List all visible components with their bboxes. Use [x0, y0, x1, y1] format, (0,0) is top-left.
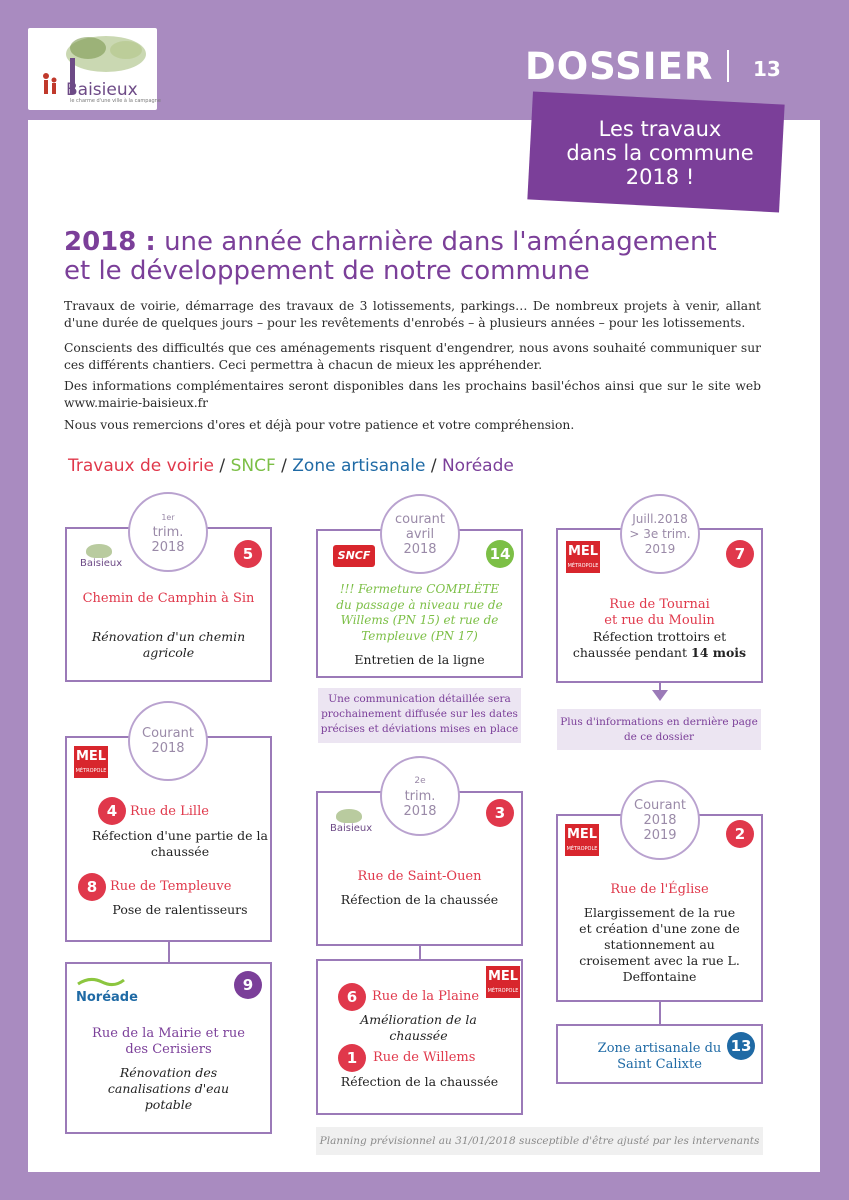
work-description: Rénovation des canalisations d'eau potable	[107, 1065, 230, 1112]
work-title: Zone artisanale du Saint Calixte	[597, 1041, 722, 1072]
mel-logo-text: MEL	[487, 969, 519, 984]
legend-separator: /	[425, 456, 442, 476]
legend-sncf: SNCF	[230, 456, 276, 476]
headline-line-2: et le développement de notre commune	[64, 256, 590, 286]
wave-icon	[76, 976, 126, 988]
period-line: 1er	[161, 512, 175, 522]
noreade-logo-text: Noréade	[76, 990, 138, 1005]
banner-line-1: Les travaux	[598, 117, 722, 141]
work-title: Rue de Saint-Ouen	[357, 869, 482, 884]
info-note: Plus d'informations en dernière page de ce dossier	[557, 709, 761, 750]
period-line: Juill.2018	[632, 511, 688, 526]
mel-logo	[566, 541, 600, 573]
arrow-down-icon	[652, 690, 668, 702]
mini-logo-text: Baisieux	[330, 823, 373, 834]
period-circle	[380, 756, 460, 836]
work-title: Rue de Tournai et rue du Moulin	[604, 597, 715, 628]
period-line: > 3e trim.	[629, 526, 691, 541]
period-line: 2018	[403, 803, 437, 819]
work-number: 14	[486, 540, 514, 568]
legend-voirie: Travaux de voirie	[68, 456, 215, 476]
work-title: !!! Fermeture COMPLÈTE du passage à niveau rue de Willems (PN 15) et rue de Templeuve (PN 17)	[336, 582, 503, 643]
mel-logo-sub: MÉTROPOLE	[566, 846, 598, 852]
period-line: 2e	[414, 775, 426, 786]
work-description: Réfection de la chaussée	[340, 892, 499, 907]
connector-line	[659, 1002, 661, 1024]
banner-line-3: 2018 !	[625, 165, 695, 189]
connector-line	[168, 942, 170, 962]
mini-logo-text: Baisieux	[80, 558, 123, 569]
baisieux-mini-logo	[80, 558, 122, 569]
period-line: 2018	[151, 741, 185, 756]
intro-paragraph-4: Nous vous remercions d'ores et déjà pour votre patience et votre compréhension.	[64, 418, 575, 432]
mel-logo-text: MEL	[567, 544, 599, 559]
connector-line	[419, 946, 421, 959]
baisieux-mini-logo	[330, 823, 372, 834]
work-description	[571, 629, 748, 661]
work-description: Réfection d'une partie de la chaussée	[92, 828, 268, 859]
work-number: 6	[338, 983, 366, 1011]
work-title: Rue de Lille	[130, 804, 209, 819]
work-number: 5	[234, 540, 262, 568]
category-legend	[68, 456, 514, 476]
mel-logo-text: MEL	[566, 827, 598, 842]
period-circle	[380, 494, 460, 574]
legend-zone: Zone artisanale	[292, 456, 426, 476]
period-circle	[128, 492, 208, 572]
period-line: Courant	[634, 797, 686, 813]
period-circle	[128, 701, 208, 781]
logo-text: Baisieux	[66, 80, 138, 100]
period-line: trim.	[152, 524, 184, 540]
period-line: Courant	[142, 726, 194, 741]
headline-line-1: une année charnière dans l'aménagement	[155, 227, 717, 257]
info-note: Une communication détaillée sera prochainement diffusée sur les dates précises et déviations mises en place	[318, 688, 521, 743]
mel-logo	[74, 746, 108, 778]
planning-footnote: Planning prévisionnel au 31/01/2018 susceptible d'être ajusté par les intervenants	[316, 1127, 763, 1155]
work-description: Elargissement de la rue et création d'une zone de stationnement au croisement avec la rue L. Deffontaine	[579, 905, 740, 984]
work-number: 1	[338, 1044, 366, 1072]
work-number: 9	[234, 971, 262, 999]
work-description: Entretien de la ligne	[354, 652, 485, 667]
period-line: 2019	[643, 827, 677, 843]
period-line: trim.	[404, 788, 436, 804]
period-line: 2019	[644, 541, 676, 556]
title-divider	[727, 50, 729, 82]
period-circle	[620, 494, 700, 574]
mel-logo-sub: MÉTROPOLE	[487, 988, 519, 994]
work-number: 3	[486, 799, 514, 827]
work-title: Rue de la Plaine	[372, 989, 480, 1004]
work-description: Rénovation d'un chemin agricole	[91, 629, 246, 660]
section-title: DOSSIER	[525, 45, 714, 88]
work-number: 7	[726, 540, 754, 568]
headline-year: 2018 :	[64, 227, 156, 257]
logo-subtitle: le charme d'une ville à la campagne	[70, 98, 161, 104]
legend-separator: /	[275, 456, 293, 476]
mel-logo-text: MEL	[75, 749, 107, 764]
work-title: Rue de Templeuve	[110, 879, 232, 894]
work-duration: 14 mois	[691, 645, 747, 660]
banner-line-2: dans la commune	[566, 141, 754, 165]
noreade-logo	[76, 990, 138, 1005]
period-line: 2018	[151, 539, 185, 555]
work-title: Rue de la Mairie et rue des Cerisiers	[92, 1026, 245, 1057]
legend-noreade: Noréade	[441, 456, 514, 476]
work-number: 13	[727, 1032, 755, 1060]
work-description-text: Réfection trottoirs et chaussée pendant	[572, 629, 727, 660]
period-line: avril	[405, 526, 435, 542]
work-number: 4	[98, 797, 126, 825]
period-line: courant	[395, 511, 445, 527]
period-line: 2018	[643, 812, 677, 828]
page-headline	[64, 228, 784, 286]
work-title: Chemin de Camphin à Sin	[82, 591, 255, 606]
work-description: Amélioration de la chaussée	[360, 1012, 477, 1043]
work-number: 8	[78, 873, 106, 901]
page-number: 13	[753, 57, 781, 81]
period-line: 2018	[403, 541, 437, 557]
intro-paragraph-2: Conscients des difficultés que ces aménagements risquent d'engendrer, nous avons souhaité communiquer sur ces différents chantiers. Ceci permettra à chacun de mieux les appréhender.	[64, 341, 761, 372]
legend-separator: /	[214, 456, 231, 476]
work-title: Rue de Willems	[373, 1050, 476, 1065]
banner-text	[540, 117, 780, 189]
work-description: Réfection de la chaussée	[340, 1074, 499, 1089]
sncf-logo: SNCF	[333, 545, 375, 567]
work-number: 2	[726, 820, 754, 848]
mel-logo	[565, 824, 599, 856]
mel-logo-sub: MÉTROPOLE	[75, 768, 107, 774]
intro-paragraph-3: Des informations complémentaires seront disponibles dans les prochains basil'échos ainsi que sur le site web www.mairie-baisieux.fr	[64, 379, 761, 410]
mel-logo-sub: MÉTROPOLE	[567, 563, 599, 569]
work-description: Pose de ralentisseurs	[112, 902, 248, 917]
period-circle	[620, 780, 700, 860]
intro-paragraph-1: Travaux de voirie, démarrage des travaux de 3 lotissements, parkings… De nombreux projets à venir, allant d'une durée de quelques jours – pour les revêtements d'enrobés – à plusieurs années – pour les lotissements.	[64, 299, 761, 330]
work-title: Rue de l'Église	[610, 882, 709, 897]
